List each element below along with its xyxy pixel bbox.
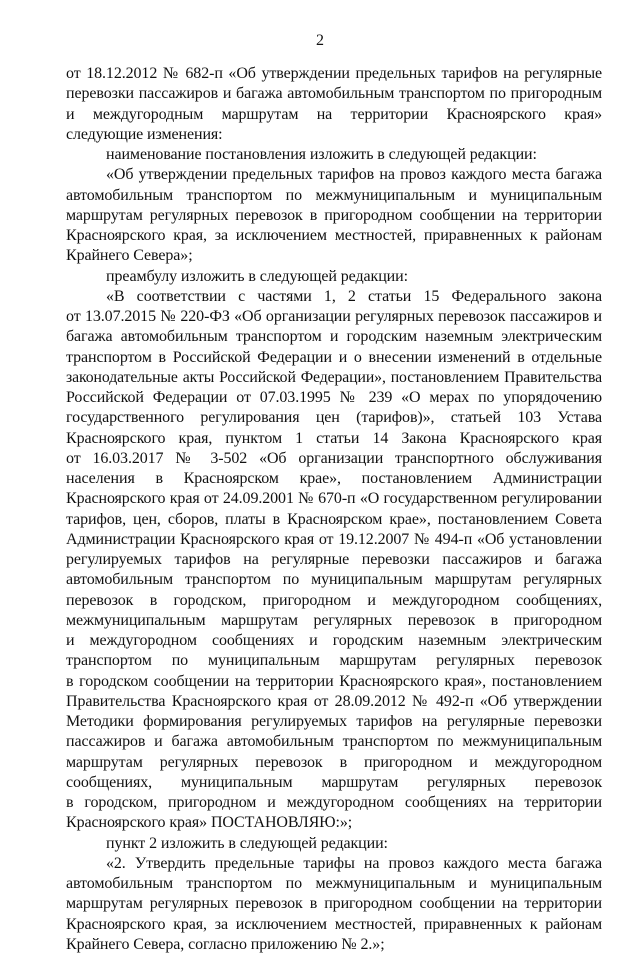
text-line: тарифов, цен, сборов, платы в Красноярском крае», постановлением Совета xyxy=(66,510,602,528)
text-line: транспортом по муниципальным маршрутам регулярных перевозок xyxy=(66,652,602,670)
text-line: от 18.12.2012 № 682-п «Об утверждении предельных тарифов на регулярные xyxy=(66,65,602,82)
text-line: транспортом в Российской Федерации и о внесении изменений в отдельные xyxy=(66,348,602,366)
text-line: Красноярского края» ПОСТАНОВЛЯЮ:»; xyxy=(66,814,353,832)
text-line: преамбулу изложить в следующей редакции: xyxy=(106,267,408,285)
text-line: Красноярского края, за исключением местностей, приравненных к районам xyxy=(66,915,602,933)
text-line: государственного регулирования цен (тарифов)», статьей 103 Устава xyxy=(66,409,602,427)
text-line: автомобильным транспортом по межмуниципальным и муниципальным xyxy=(66,186,602,204)
text-line: маршрутам регулярных перевозок в пригородном сообщении на территории xyxy=(66,895,602,913)
text-line: и междугородным маршрутам на территории Красноярского края» xyxy=(66,105,602,123)
text-line: от 16.03.2017 № 3-502 «Об организации транспортного обслуживания xyxy=(66,449,602,467)
text-line: перевозки пассажиров и багажа автомобильным транспортом по пригородным xyxy=(66,85,602,103)
text-line: Красноярского края, пунктом 1 статьи 14 Закона Красноярского края xyxy=(66,429,602,447)
text-line: Красноярского края, за исключением местностей, приравненных к районам xyxy=(66,227,602,244)
text-line: населения в Красноярском крае», постановлением Администрации xyxy=(66,470,602,487)
text-line: законодательные акты Российской Федерации», постановлением Правительства xyxy=(66,368,602,386)
text-line: «В соответствии с частями 1, 2 статьи 15 Федерального закона xyxy=(106,287,602,305)
document-body xyxy=(66,64,602,955)
text-line: в городском, пригородном и междугородном сообщениях на территории xyxy=(66,794,602,811)
page-number: 2 xyxy=(316,32,324,49)
text-line: пункт 2 изложить в следующей редакции: xyxy=(106,834,388,852)
text-line: маршрутам регулярных перевозок в пригородном сообщении на территории xyxy=(66,206,602,224)
text-line: регулируемых тарифов на регулярные перевозки пассажиров и багажа xyxy=(66,551,602,568)
text-line: багажа автомобильным транспортом и городским наземным электрическим xyxy=(66,328,602,346)
text-line: Администрации Красноярского края от 19.12.2007 № 494-п «Об установлении xyxy=(66,530,602,548)
text-line: Правительства Красноярского края от 28.09.2012 № 492-п «Об утверждении xyxy=(66,692,602,710)
text-line: Крайнего Севера, согласно приложению № 2.»; xyxy=(66,935,385,953)
text-line: автомобильным транспортом по муниципальным маршрутам регулярных xyxy=(66,571,602,589)
text-line: пассажиров и багажа автомобильным транспортом по межмуниципальным xyxy=(66,733,602,751)
text-line: «2. Утвердить предельные тарифы на провоз каждого места багажа xyxy=(106,854,602,872)
text-line: Российской Федерации от 07.03.1995 № 239 «О мерах по упорядочению xyxy=(66,389,602,406)
text-line: Красноярского края от 24.09.2001 № 670-п «О государственном регулировании xyxy=(66,490,602,508)
text-line: следующие изменения: xyxy=(66,125,223,143)
text-line: перевозок в городском, пригородном и междугородном сообщениях, xyxy=(66,591,602,609)
text-line: наименование постановления изложить в следующей редакции: xyxy=(106,146,537,163)
text-line: сообщениях, муниципальным маршрутам регулярных перевозок xyxy=(66,773,602,791)
text-line: «Об утверждении предельных тарифов на провоз каждого места багажа xyxy=(106,166,602,184)
text-line: Крайнего Севера»; xyxy=(66,247,193,265)
text-line: межмуниципальным маршрутам регулярных перевозок в пригородном xyxy=(66,611,602,629)
text-line: Методики формирования регулируемых тарифов на регулярные перевозки xyxy=(66,713,602,730)
text-line: и междугородном сообщениях и городским наземным электрическим xyxy=(66,632,602,649)
text-line: автомобильным транспортом по межмуниципальным и муниципальным xyxy=(66,875,602,892)
text-line: от 13.07.2015 № 220-ФЗ «Об организации регулярных перевозок пассажиров и xyxy=(66,308,602,325)
text-line: в городском сообщении на территории Красноярского края», постановлением xyxy=(66,672,602,690)
text-line: маршрутам регулярных перевозок в пригородном и междугородном xyxy=(66,753,602,771)
